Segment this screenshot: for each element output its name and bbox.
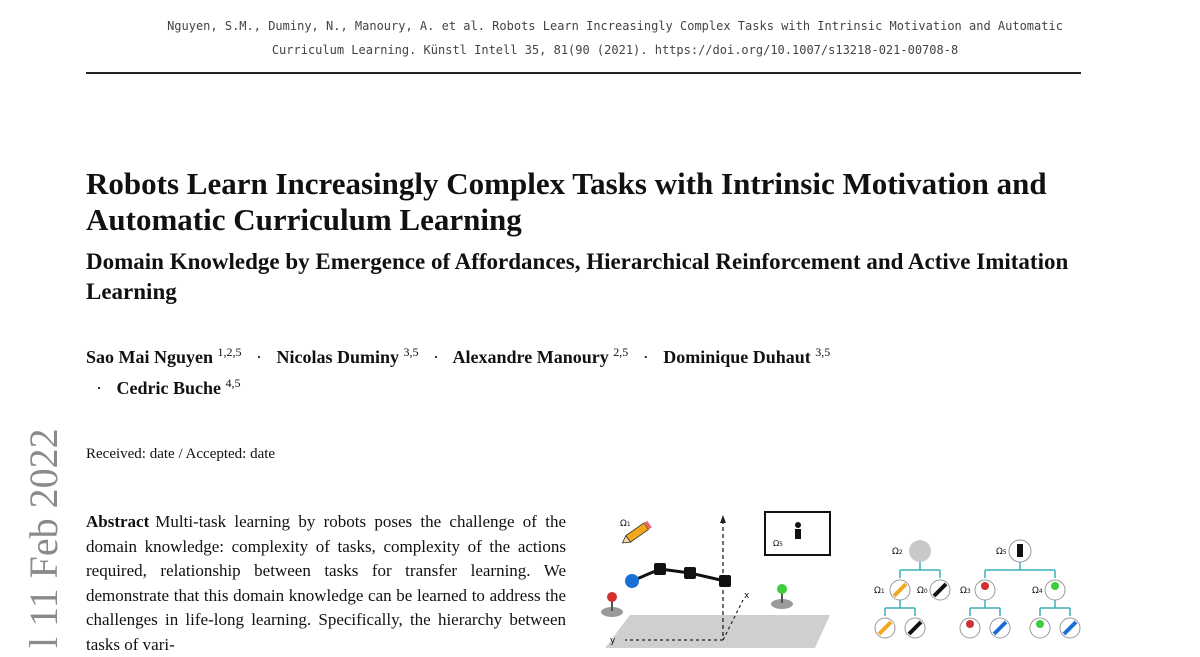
citation-line-2: Curriculum Learning. Künstl Intell 35, 81(90 (2021). https://doi.org/10.1007/s13218-021-00708-8	[271, 43, 959, 57]
arm-joint-icon	[654, 563, 666, 575]
joystick-knob-icon	[981, 582, 989, 590]
author-affiliation: 2,5	[613, 345, 629, 359]
end-effector-icon	[625, 574, 639, 588]
person-body-icon	[795, 529, 801, 539]
arm-joint-icon	[684, 567, 696, 579]
header-rule	[86, 72, 1081, 74]
green-joystick-icon	[771, 584, 793, 609]
arm-joint-icon	[719, 575, 731, 587]
tree-nodes	[874, 540, 1080, 638]
joystick-knob-icon	[1036, 620, 1044, 628]
abstract-text: Multi-task learning by robots poses the challenge of the domain knowledge: complexity of tasks, complexity of the actions required, relationship between tasks for transfer learning. We demonstrate that this domain knowledge can be learned to address the challenges in life-long learning. Specifically, the hierarchy between tasks of vari-	[86, 512, 566, 654]
omega-label: Ω3	[960, 586, 971, 596]
omega-label: Ω5	[773, 539, 783, 548]
author-separator: ·	[642, 347, 649, 367]
citation-header	[60, 14, 1170, 62]
paper-subtitle: Domain Knowledge by Emergence of Affordances, Hierarchical Reinforcement and Active Imitation Learning	[86, 249, 1069, 304]
paper-title: Robots Learn Increasingly Complex Tasks with Intrinsic Motivation and Automatic Curriculum Learning	[86, 166, 1047, 237]
author-name: Nicolas Duminy	[276, 347, 400, 367]
author-name: Sao Mai Nguyen	[86, 347, 214, 367]
red-joystick-icon	[601, 592, 623, 617]
joystick-knob-icon	[1051, 582, 1059, 590]
omega-label: Ω5	[996, 547, 1007, 557]
y-axis-label: y	[610, 636, 616, 646]
omega-label: Ω1	[620, 519, 631, 529]
abstract-label: Abstract	[86, 512, 150, 531]
z-axis-arrow-icon	[720, 515, 726, 523]
tree-edge	[900, 562, 940, 578]
floor-plane	[605, 615, 830, 648]
teaser-figure	[590, 500, 1090, 648]
robot-scene	[601, 512, 830, 648]
x-axis-label: x	[744, 591, 750, 601]
author-separator: ·	[256, 347, 263, 367]
omega-label: Ω0	[917, 586, 928, 596]
author-name: Dominique Duhaut	[663, 347, 811, 367]
author-name: Cedric Buche	[116, 378, 221, 398]
tree-edge	[970, 600, 1000, 616]
author-affiliation: 1,2,5	[217, 345, 242, 359]
author-list	[86, 339, 846, 401]
author-affiliation: 3,5	[815, 345, 831, 359]
author-affiliation: 3,5	[403, 345, 419, 359]
tree-edge	[1040, 600, 1070, 616]
author-name: Alexandre Manoury	[452, 347, 609, 367]
omega-label: Ω2	[892, 547, 903, 557]
arm-link	[632, 569, 725, 581]
tree-edge	[985, 562, 1055, 578]
sound-node-icon	[909, 540, 931, 562]
joystick-knob-icon	[966, 620, 974, 628]
citation-line-1: Nguyen, S.M., Duminy, N., Manoury, A. et al. Robots Learn Increasingly Complex Tasks with Intrinsic Motivation and Automatic	[167, 19, 1063, 33]
person-icon	[1017, 544, 1023, 557]
author-separator: ·	[96, 378, 102, 398]
arxiv-stamp: l 11 Feb 2022	[21, 428, 66, 648]
received-date: Received: date / Accepted: date	[86, 446, 276, 462]
omega-label: Ω4	[1032, 586, 1043, 596]
tree-edge	[885, 600, 915, 616]
person-icon	[795, 522, 801, 528]
omega-label: Ω1	[874, 586, 885, 596]
author-separator: ·	[433, 347, 440, 367]
abstract	[86, 510, 566, 657]
author-affiliation: 4,5	[225, 376, 241, 390]
